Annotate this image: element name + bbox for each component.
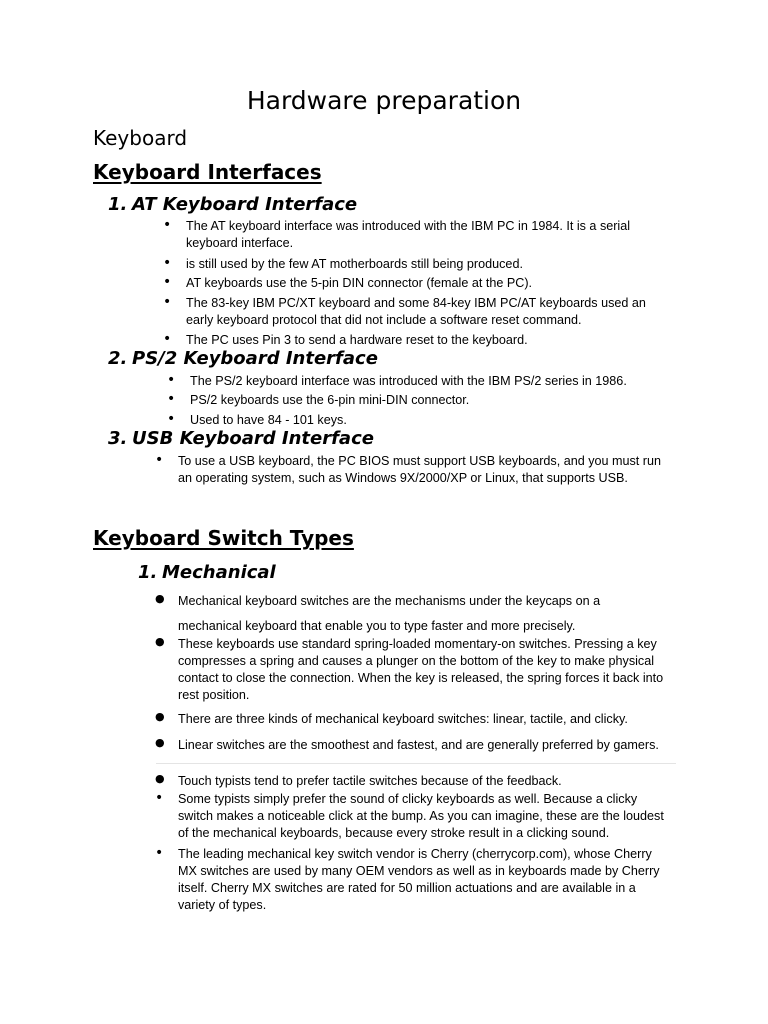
bullet-text: The PC uses Pin 3 to send a hardware reset to the keyboard.	[186, 333, 528, 347]
bullet-icon: ●	[155, 710, 165, 723]
bullet-icon: •	[167, 391, 176, 407]
bullet-text: is still used by the few AT motherboards still being produced.	[186, 257, 523, 271]
subheading-number: 1.	[138, 562, 158, 583]
divider	[156, 763, 676, 764]
section-heading-interfaces: Keyboard Interfaces	[93, 160, 322, 184]
bullet-icon: •	[163, 331, 172, 347]
bullet-text: Linear switches are the smoothest and fastest, and are generally preferred by gamers.	[178, 738, 659, 752]
page-title: Hardware preparation	[246, 86, 522, 115]
bullet-icon: •	[155, 790, 164, 806]
bullet-icon: •	[163, 294, 172, 310]
subheading-at	[108, 194, 357, 215]
subheading-label: Mechanical	[162, 562, 276, 583]
page-subtitle: Keyboard	[93, 126, 188, 150]
subheading-usb	[108, 428, 374, 449]
bullet-text: Used to have 84 - 101 keys.	[190, 413, 347, 427]
bullet-icon: ●	[155, 736, 165, 749]
bullet-icon: ●	[155, 772, 165, 785]
section-heading-switch-types: Keyboard Switch Types	[93, 526, 354, 550]
bullet-text: Some typists simply prefer the sound of clicky keyboards as well. Because a clicky switch makes a noticeable click at the bump. As you can imagine, these are the loudest of the mechanical keyboards, because every stroke result in a clicking sound.	[178, 792, 664, 840]
bullet-text: These keyboards use standard spring-loaded momentary-on switches. Pressing a key compresses a spring and causes a plunger on the bottom of the key to make physical contact to close the connection. When the key is released, the spring forces it back into rest position.	[178, 637, 664, 702]
bullet-icon: •	[163, 255, 172, 271]
bullet-icon: ●	[155, 635, 165, 648]
subheading-label: AT Keyboard Interface	[132, 194, 358, 215]
subheading-label: USB Keyboard Interface	[132, 428, 374, 449]
subheading-number: 1.	[108, 194, 128, 215]
subheading-number: 2.	[108, 348, 128, 369]
bullet-text: AT keyboards use the 5-pin DIN connector (female at the PC).	[186, 276, 533, 290]
bullet-icon: •	[155, 452, 164, 468]
bullet-text-continued: mechanical keyboard that enable you to type faster and more precisely.	[178, 619, 576, 633]
bullet-text: The AT keyboard interface was introduced with the IBM PC in 1984. It is a serial keyboard interface.	[186, 219, 631, 250]
bullet-text: The 83-key IBM PC/XT keyboard and some 84-key IBM PC/AT keyboards used an early keyboard protocol that did not include a software reset command.	[186, 296, 646, 327]
subheading-ps2	[108, 348, 378, 369]
bullet-icon: •	[167, 372, 176, 388]
bullet-text: The leading mechanical key switch vendor is Cherry (cherrycorp.com), whose Cherry MX switches are used by many OEM vendors as well as in keyboards made by Cherry itself. Cherry MX switches are rated for 50 million actuations and are available in a variety of types.	[178, 847, 660, 912]
bullet-text: To use a USB keyboard, the PC BIOS must support USB keyboards, and you must run an operating system, such as Windows 9X/2000/XP or Linux, that supports USB.	[178, 454, 661, 485]
bullet-icon: •	[163, 274, 172, 290]
bullet-icon: •	[167, 411, 176, 427]
bullet-text: There are three kinds of mechanical keyboard switches: linear, tactile, and clicky.	[178, 712, 628, 726]
subheading-mechanical	[138, 562, 276, 583]
subheading-label: PS/2 Keyboard Interface	[132, 348, 378, 369]
bullet-text: Touch typists tend to prefer tactile switches because of the feedback.	[178, 774, 562, 788]
bullet-text: The PS/2 keyboard interface was introduced with the IBM PS/2 series in 1986.	[190, 374, 627, 388]
bullet-icon: ●	[155, 592, 165, 605]
bullet-text: PS/2 keyboards use the 6-pin mini-DIN connector.	[190, 393, 470, 407]
bullet-icon: •	[163, 217, 172, 233]
bullet-icon: •	[155, 845, 164, 861]
bullet-text: Mechanical keyboard switches are the mechanisms under the keycaps on a	[178, 594, 601, 608]
subheading-number: 3.	[108, 428, 128, 449]
